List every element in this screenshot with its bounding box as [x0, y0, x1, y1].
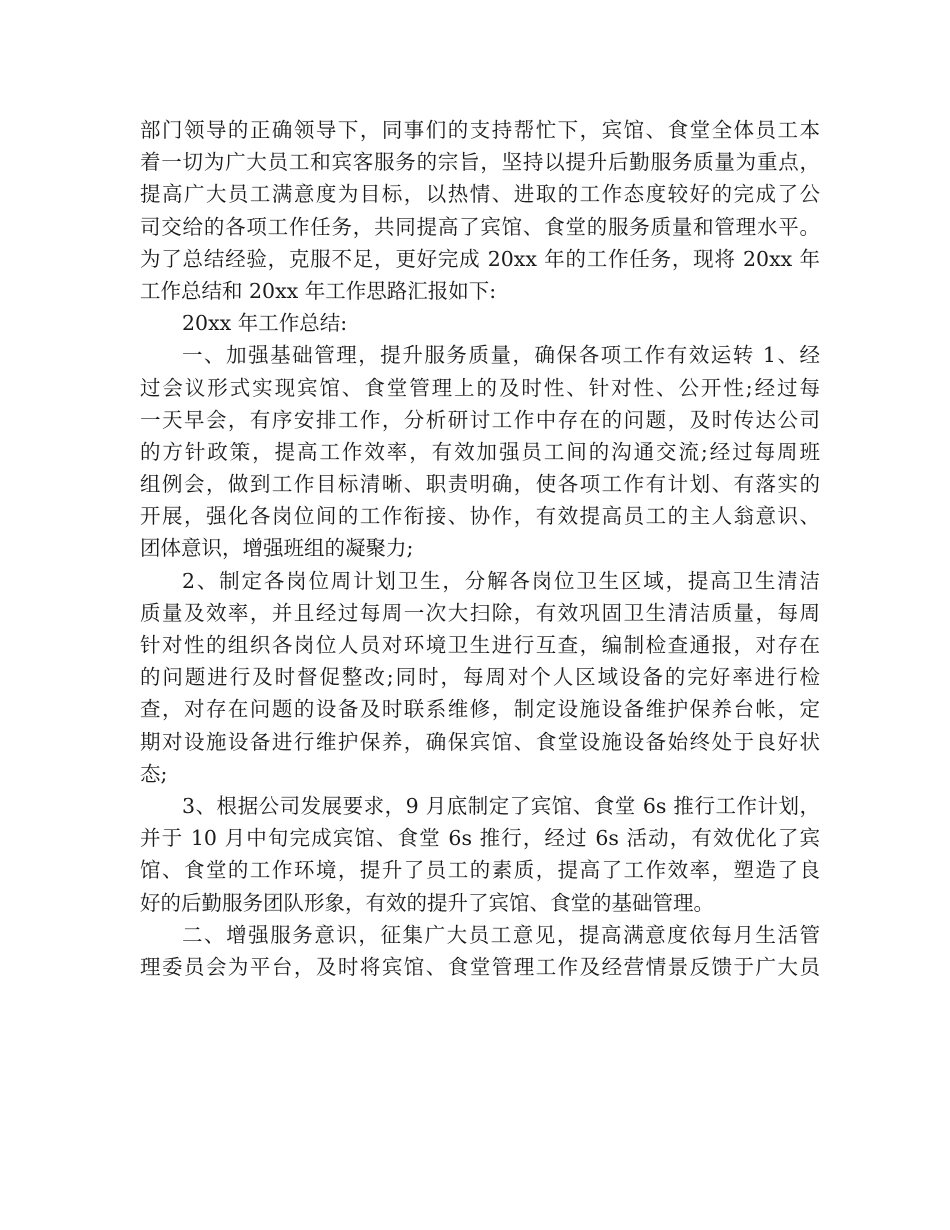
text-line: 一、加强基础管理，提升服务质量，确保各项工作有效运转 1、经 — [182, 343, 820, 368]
text-line: 司交给的各项工作任务，共同提高了宾馆、食堂的服务质量和管理水平。 — [140, 214, 820, 239]
text-line: 并于 10 月中旬完成宾馆、食堂 6s 推行，经过 6s 活动，有效优化了宾 — [140, 826, 820, 851]
text-line: 工作总结和 20xx 年工作思路汇报如下: — [140, 278, 497, 303]
text-line: 一天早会，有序安排工作，分析研讨工作中存在的问题，及时传达公司 — [140, 407, 820, 432]
text-line: 好的后勤服务团队形象，有效的提升了宾馆、食堂的基础管理。 — [140, 890, 714, 915]
text-line: 态; — [140, 761, 168, 786]
text-line: 理委员会为平台，及时将宾馆、食堂管理工作及经营情景反馈于广大员 — [140, 954, 820, 979]
text-line: 期对设施设备进行维护保养，确保宾馆、食堂设施设备始终处于良好状 — [140, 729, 820, 754]
text-line: 20xx 年工作总结: — [182, 311, 348, 336]
text-line: 过会议形式实现宾馆、食堂管理上的及时性、针对性、公开性;经过每 — [140, 375, 820, 400]
text-line: 团体意识，增强班组的凝聚力; — [140, 536, 414, 561]
text-line: 的问题进行及时督促整改;同时，每周对个人区域设备的完好率进行检 — [140, 665, 820, 690]
text-line: 的方针政策，提高工作效率，有效加强员工间的沟通交流;经过每周班 — [140, 439, 820, 464]
text-line: 为了总结经验，克服不足，更好完成 20xx 年的工作任务，现将 20xx 年 — [140, 246, 820, 271]
text-line: 查，对存在问题的设备及时联系维修，制定设施设备维护保养台帐，定 — [140, 697, 820, 722]
text-line: 组例会，做到工作目标清晰、职责明确，使各项工作有计划、有落实的 — [140, 472, 820, 497]
text-line: 二、增强服务意识，征集广大员工意见，提高满意度依每月生活管 — [182, 922, 820, 947]
text-line: 针对性的组织各岗位人员对环境卫生进行互查，编制检查通报，对存在 — [140, 633, 820, 657]
text-line: 提高广大员工满意度为目标，以热情、进取的工作态度较好的完成了公 — [140, 182, 820, 207]
text-line: 开展，强化各岗位间的工作衔接、协作，有效提高员工的主人翁意识、 — [140, 504, 820, 529]
text-line: 着一切为广大员工和宾客服务的宗旨，坚持以提升后勤服务质量为重点， — [140, 150, 820, 175]
text-line: 3、根据公司发展要求，9 月底制定了宾馆、食堂 6s 推行工作计划， — [182, 793, 820, 818]
text-line: 部门领导的正确领导下，同事们的支持帮忙下，宾馆、食堂全体员工本 — [140, 118, 820, 142]
text-line: 质量及效率，并且经过每周一次大扫除，有效巩固卫生清洁质量，每周 — [140, 600, 820, 625]
document-body-text — [140, 114, 820, 983]
text-line: 馆、食堂的工作环境，提升了员工的素质，提高了工作效率，塑造了良 — [140, 858, 820, 883]
text-line: 2、制定各岗位周计划卫生，分解各岗位卫生区域，提高卫生清洁 — [182, 568, 820, 593]
